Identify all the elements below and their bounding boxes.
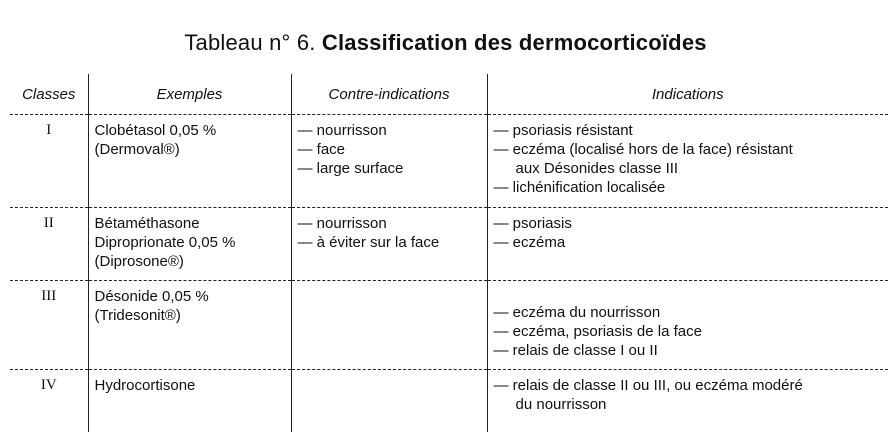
header-classes: Classes xyxy=(10,74,88,115)
table-row xyxy=(10,281,888,370)
contre-indications-cell xyxy=(291,281,487,370)
header-indications: Indications xyxy=(487,74,888,115)
contre-indication-line: — large surface xyxy=(298,159,481,178)
indication-line: — relais de classe II ou III, ou eczéma modéré xyxy=(494,376,883,395)
indication-line: — eczéma xyxy=(494,233,883,252)
table-row xyxy=(10,115,888,208)
classification-table xyxy=(10,74,888,432)
exemple-line: Diproprionate 0,05 % xyxy=(95,233,285,252)
contre-indication-line: — face xyxy=(298,140,481,159)
header-contre-indications: Contre-indications xyxy=(291,74,487,115)
contre-indications-cell xyxy=(291,208,487,281)
class-cell: II xyxy=(10,208,88,281)
title-lead: Tableau n° 6. xyxy=(184,30,315,55)
exemple-line: (Dermoval®) xyxy=(95,140,285,159)
exemples-cell xyxy=(88,115,291,208)
exemple-line: Désonide 0,05 % xyxy=(95,287,285,306)
class-cell: I xyxy=(10,115,88,208)
exemple-line: (Diprosone®) xyxy=(95,252,285,271)
exemple-line: Bétaméthasone xyxy=(95,214,285,233)
title-main: Classification des dermocorticoïdes xyxy=(322,30,707,55)
table-header-row xyxy=(10,74,888,115)
indication-line: — lichénification localisée xyxy=(494,178,883,197)
indication-line: — psoriasis résistant xyxy=(494,121,883,140)
indication-line: — eczéma, psoriasis de la face xyxy=(494,322,883,341)
class-cell: III xyxy=(10,281,88,370)
table-row xyxy=(10,208,888,281)
indications-cell xyxy=(487,370,888,432)
contre-indications-cell xyxy=(291,370,487,432)
header-exemples: Exemples xyxy=(88,74,291,115)
exemples-cell xyxy=(88,281,291,370)
indication-line: — eczéma (localisé hors de la face) résistant xyxy=(494,140,883,159)
table-row xyxy=(10,370,888,432)
indication-line: — relais de classe I ou II xyxy=(494,341,883,360)
contre-indication-line: — à éviter sur la face xyxy=(298,233,481,252)
page-title xyxy=(0,30,891,56)
exemples-cell xyxy=(88,370,291,432)
indications-cell xyxy=(487,208,888,281)
indications-cell xyxy=(487,115,888,208)
exemple-line: Clobétasol 0,05 % xyxy=(95,121,285,140)
exemple-line: Hydrocortisone xyxy=(95,376,285,395)
indication-line: — psoriasis xyxy=(494,214,883,233)
indication-line: aux Désonides classe III xyxy=(494,159,883,178)
exemple-line: (Tridesonit®) xyxy=(95,306,285,325)
exemples-cell xyxy=(88,208,291,281)
indication-line: du nourrisson xyxy=(494,395,883,414)
indication-line: — eczéma du nourrisson xyxy=(494,303,883,322)
contre-indication-line: — nourrisson xyxy=(298,121,481,140)
class-cell: IV xyxy=(10,370,88,432)
indications-cell xyxy=(487,281,888,370)
contre-indications-cell xyxy=(291,115,487,208)
contre-indication-line: — nourrisson xyxy=(298,214,481,233)
